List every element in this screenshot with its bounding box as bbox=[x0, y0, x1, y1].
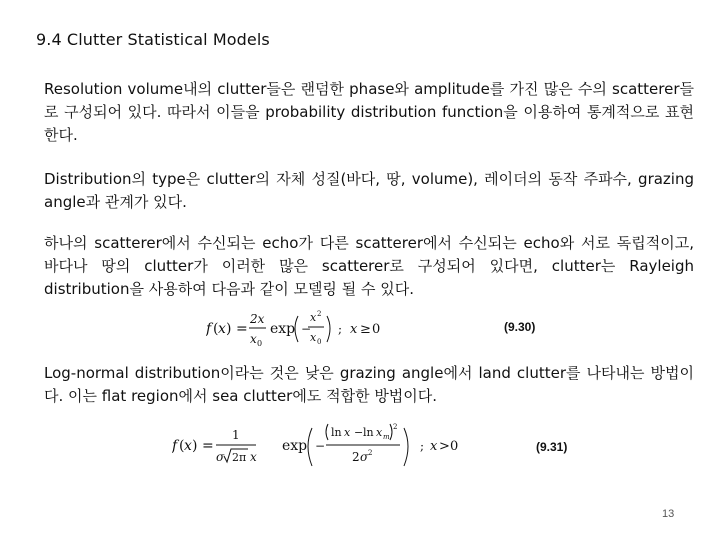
svg-text:f: f bbox=[172, 438, 178, 454]
svg-text:−: − bbox=[315, 439, 326, 453]
svg-text:>: > bbox=[439, 439, 450, 454]
svg-text:ln: ln bbox=[363, 426, 374, 439]
equation-rayleigh bbox=[206, 306, 396, 354]
svg-text:σ: σ bbox=[216, 450, 225, 464]
svg-text:x: x bbox=[344, 426, 351, 439]
svg-text:x: x bbox=[184, 438, 192, 454]
svg-text:2: 2 bbox=[393, 423, 398, 431]
equation-lognormal-svg bbox=[172, 420, 462, 472]
slide-title: 9.4 Clutter Statistical Models bbox=[36, 30, 270, 49]
svg-text:0: 0 bbox=[257, 339, 263, 348]
svg-text:≥: ≥ bbox=[360, 322, 371, 337]
svg-text:): ) bbox=[226, 321, 232, 337]
svg-text:exp: exp bbox=[282, 438, 308, 454]
svg-text:2: 2 bbox=[317, 310, 322, 318]
svg-text:0: 0 bbox=[450, 439, 459, 454]
svg-text:f: f bbox=[206, 321, 212, 337]
svg-text:(: ( bbox=[179, 438, 185, 454]
svg-text:−: − bbox=[301, 322, 312, 336]
svg-text:;: ; bbox=[338, 322, 343, 336]
svg-text:x: x bbox=[250, 450, 257, 464]
svg-text:−: − bbox=[354, 426, 364, 439]
svg-text:2: 2 bbox=[368, 449, 373, 457]
svg-text:2π: 2π bbox=[232, 451, 247, 464]
svg-text:1: 1 bbox=[232, 428, 240, 442]
svg-text:): ) bbox=[192, 438, 198, 454]
svg-text:x: x bbox=[430, 439, 438, 454]
svg-text:x: x bbox=[376, 426, 383, 439]
svg-text:=: = bbox=[202, 438, 214, 454]
svg-text:m: m bbox=[383, 433, 390, 441]
paragraph-2: Distribution의 type은 clutter의 자체 성질(바다, 땅, volume), 레이더의 동작 주파수, grazing angle과 관계가 있다. bbox=[44, 170, 694, 211]
page-number: 13 bbox=[662, 508, 675, 520]
equation-rayleigh-svg bbox=[206, 306, 396, 350]
equation-number-9-31: (9.31) bbox=[536, 440, 568, 454]
svg-text:0: 0 bbox=[317, 338, 322, 346]
paragraph-4: Log-normal distribution이라는 것은 낮은 grazing angle에서 land clutter를 나타내는 방법이다. 이는 flat region에서 sea clutter에도 적합한 방법이다. bbox=[44, 364, 694, 405]
svg-text:x: x bbox=[310, 311, 317, 324]
svg-text:σ: σ bbox=[360, 450, 369, 464]
svg-text:2x: 2x bbox=[250, 312, 265, 326]
svg-text:x: x bbox=[250, 332, 257, 346]
svg-text:0: 0 bbox=[372, 322, 381, 337]
svg-text:x: x bbox=[310, 331, 317, 344]
paragraph-1: Resolution volume내의 clutter들은 랜덤한 phase와 amplitude를 가진 많은 수의 scatterer들로 구성되어 있다. 따라서 이들을 probability distribution function을 이용하여 통계적으로 표현한다. bbox=[44, 80, 694, 144]
svg-text:x: x bbox=[350, 322, 358, 337]
equation-number-9-30: (9.30) bbox=[504, 320, 536, 334]
svg-text:(: ( bbox=[213, 321, 219, 337]
paragraph-3: 하나의 scatterer에서 수신되는 echo가 다른 scatterer에서 수신되는 echo와 서로 독립적이고, 바다나 땅의 clutter가 이러한 많은 scatterer로 구성되어 있다면, clutter는 Rayleigh distribution을 사용하여 다음과 같이 모델링 될 수 있다. bbox=[44, 234, 694, 298]
equation-lognormal bbox=[172, 420, 462, 476]
svg-text:ln: ln bbox=[331, 426, 342, 439]
svg-text:=: = bbox=[236, 321, 248, 337]
svg-text:;: ; bbox=[420, 439, 425, 453]
svg-text:x: x bbox=[218, 321, 226, 337]
svg-text:2: 2 bbox=[352, 450, 360, 464]
svg-text:exp: exp bbox=[270, 321, 296, 337]
